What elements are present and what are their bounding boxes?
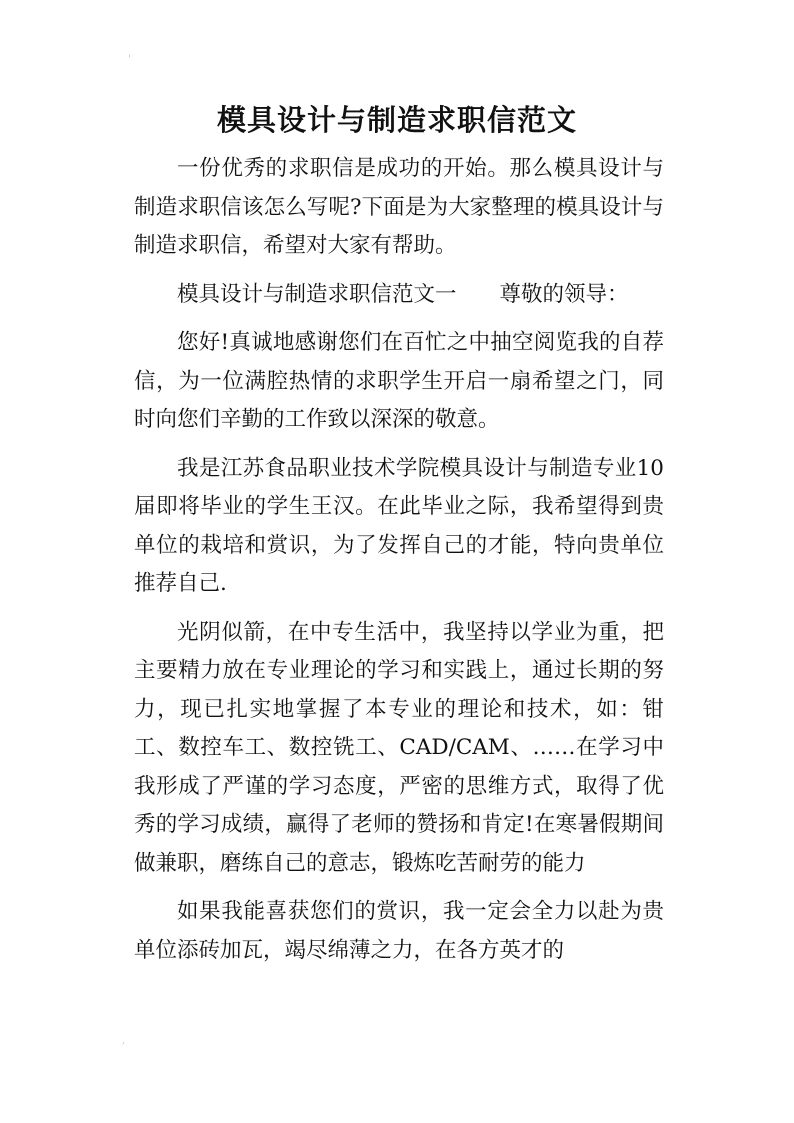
self-introduction-paragraph: 我是江苏食品职业技术学院模具设计与制造专业10届即将毕业的学生王汉。在此毕业之际，我希望得到贵单位的栽培和赏识，为了发挥自己的才能，特向贵单位推荐自己.	[134, 455, 664, 596]
scan-mark: '	[128, 54, 131, 65]
closing-paragraph: 如果我能喜获您们的赏识，我一定会全力以赴为贵单位添砖加瓦，竭尽绵薄之力，在各方英才的	[134, 899, 664, 963]
document-title: 模具设计与制造求职信范文	[216, 103, 577, 137]
intro-paragraph: 一份优秀的求职信是成功的开始。那么模具设计与制造求职信该怎么写呢?下面是为大家整理的模具设计与制造求职信，希望对大家有帮助。	[134, 156, 664, 258]
study-experience-paragraph: 光阴似箭，在中专生活中，我坚持以学业为重，把主要精力放在专业理论的学习和实践上，通过长期的努力，现已扎实地掌握了本专业的理论和技术，如：钳工、数控车工、数控铣工、CAD/CAM、……在学习中我形成了严谨的学习态度，严密的思维方式，取得了优秀的学习成绩，赢得了老师的赞扬和肯定!在寒暑假期间做兼职，磨练自己的意志，锻炼吃苦耐劳的能力	[134, 619, 664, 876]
document-body	[134, 150, 664, 980]
greeting-paragraph: 您好!真诚地感谢您们在百忙之中抽空阅览我的自荐信，为一位满腔热情的求职学生开启一扇希望之门，同时向您们辛勤的工作致以深深的敬意。	[134, 330, 664, 432]
letter-heading: 模具设计与制造求职信范文一 尊敬的领导：	[177, 281, 629, 307]
scan-mark-bottom: ,	[122, 1035, 126, 1046]
